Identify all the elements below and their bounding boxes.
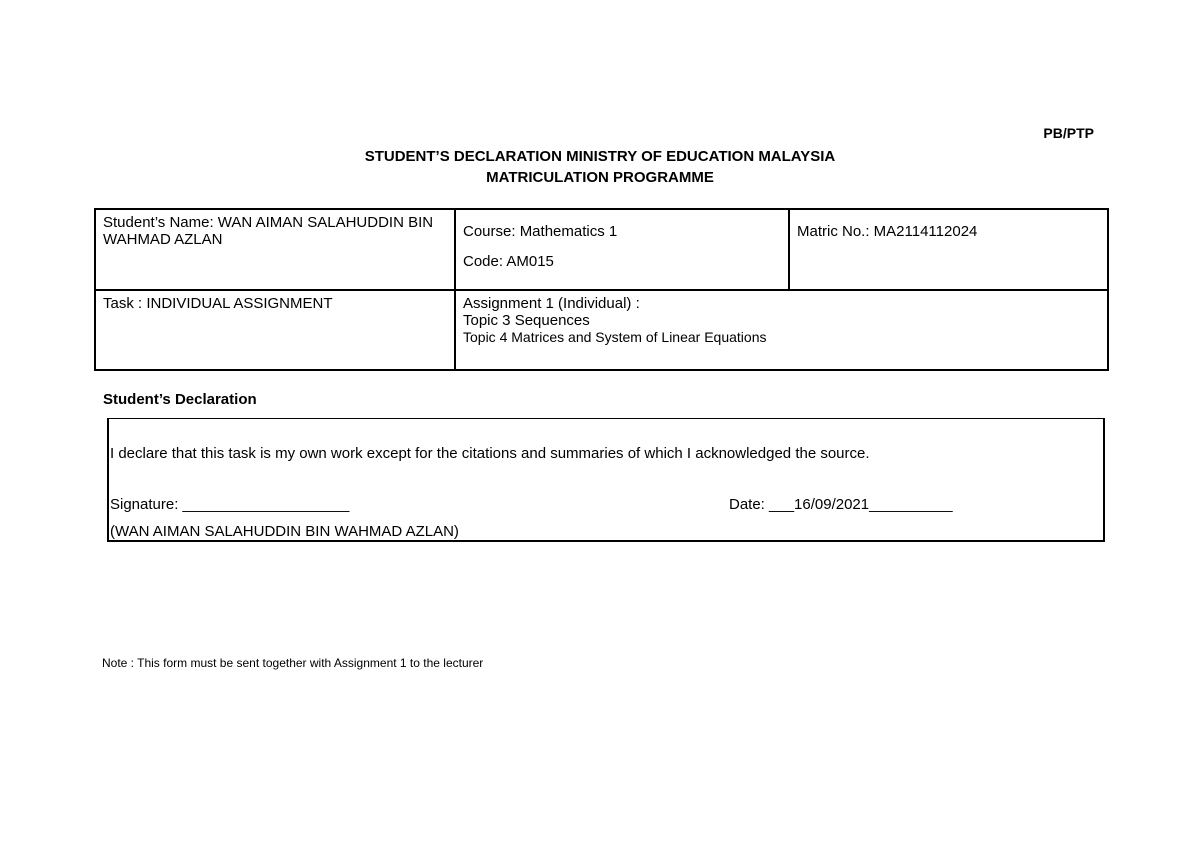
assignment-cell: [455, 290, 1108, 370]
student-name-cell: [95, 209, 455, 290]
student-name: Student’s Name: WAN AIMAN SALAHUDDIN BIN WAHMAD AZLAN: [103, 214, 434, 248]
assignment-topic: Topic 4 Matrices and System of Linear Equations: [463, 329, 767, 345]
assignment-title: Assignment 1 (Individual) :: [463, 295, 640, 312]
declaration-heading: Student’s Declaration: [103, 391, 257, 408]
signature-line: Signature: ____________________: [110, 496, 350, 513]
course-name: Course: Mathematics 1: [463, 223, 618, 240]
page-subtitle: MATRICULATION PROGRAMME: [486, 169, 714, 186]
declaration-statement: I declare that this task is my own work except for the citations and summaries of which I acknowledged the source.: [110, 445, 870, 462]
matric-number: Matric No.: MA2114112024: [797, 223, 978, 240]
course-cell: [455, 209, 789, 290]
matric-cell: [789, 209, 1108, 290]
student-info-table: [94, 208, 1109, 371]
task-type: Task : INDIVIDUAL ASSIGNMENT: [103, 295, 333, 312]
table-row: [95, 290, 1108, 370]
page-title: STUDENT’S DECLARATION MINISTRY OF EDUCATION MALAYSIA: [364, 148, 836, 165]
assignment-topic: Topic 3 Sequences: [463, 312, 590, 329]
task-cell: [95, 290, 455, 370]
footer-note: Note : This form must be sent together with Assignment 1 to the lecturer: [102, 656, 484, 670]
table-row: [95, 209, 1108, 290]
course-code: Code: AM015: [463, 253, 554, 270]
form-code: PB/PTP: [1043, 125, 1094, 141]
date-line: Date: ___16/09/2021__________: [729, 496, 953, 513]
signer-name: (WAN AIMAN SALAHUDDIN BIN WAHMAD AZLAN): [110, 523, 459, 540]
